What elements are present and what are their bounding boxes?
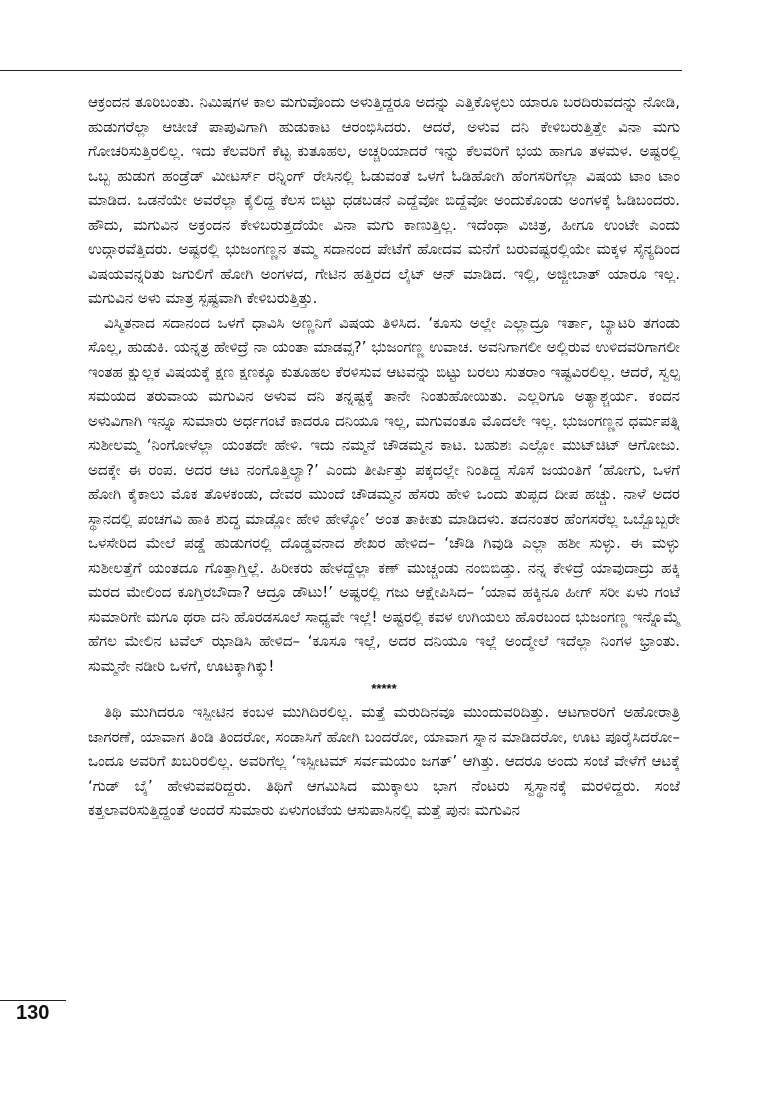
- paragraph-1: ಆಕ್ರಂದನ ತೂರಿಬಂತು. ನಿಮಿಷಗಳ ಕಾಲ ಮಗುವೊಂದು ಅಳುತ್ತಿದ್ದರೂ ಅದನ್ನು ಎತ್ತಿಕೊಳ್ಳಲು ಯಾರೂ ಬರದಿರುವದನ್ನು ನೋಡಿ, ಹುಡುಗರೆಲ್ಲಾ ಆಚೀಚೆ ಪಾಪುವಿಗಾಗಿ ಹುಡುಕಾಟ ಆರಂಭಿಸಿದರು. ಆದರೆ, ಅಳುವ ದನಿ ಕೇಳಿಬರುತ್ತಿತ್ತೇ ವಿನಾ ಮಗು ಗೋಚರಿಸುತ್ತಿರಲಿಲ್ಲ. ಇದು ಕೆಲವರಿಗೆ ಕೆಟ್ಟ ಕುತೂಹಲ, ಅಚ್ಚರಿಯಾದರೆ ಇನ್ನು ಕೆಲವರಿಗೆ ಭಯ ಹಾಗೂ ತಳಮಳ. ಅಷ್ಟರಲ್ಲಿ ಒಬ್ಬ ಹುಡುಗ ಹಂಡ್ರೆಡ್ ಮೀಟರ್ಸ್ ರನ್ನಿಂಗ್ ರೇಸಿನಲ್ಲಿ ಓಡುವಂತೆ ಒಳಗೆ ಓಡಿಹೋಗಿ ಹೆಂಗಸರಿಗೆಲ್ಲಾ ವಿಷಯ ಟಾಂ ಟಾಂ ಮಾಡಿದ. ಒಡನೆಯೇ ಅವರೆಲ್ಲಾ ಕೈಲಿದ್ದ ಕೆಲಸ ಬಿಟ್ಟು ಧಡಬಡನೆ ಎದ್ದೆವೋ ಬಿದ್ದೆವೋ ಅಂದುಕೊಂಡು ಅಂಗಳಕ್ಕೆ ಓಡಿಬಂದರು. ಹೌದು, ಮಗುವಿನ ಅಕ್ರಂದನ ಕೇಳಿಬರುತ್ತದೆಯೇ ವಿನಾ ಮಗು ಕಾಣುತ್ತಿಲ್ಲ. ಇದೆಂಥಾ ವಿಚಿತ್ರ, ಹೀಗೂ ಉಂಟೇ ಎಂದು ಉದ್ಗಾರವೆತ್ತಿದರು. ಅಷ್ಟರಲ್ಲಿ ಭುಜಂಗಣ್ಣನ ತಮ್ಮ ಸದಾನಂದ ಪೇಟೆಗೆ ಹೋದವ ಮನೆಗೆ ಬರುವಷ್ಟರಲ್ಲಿಯೇ ಮಕ್ಕಳ ಸೈನ್ಯದಿಂದ ವಿಷಯವನ್ನರಿತು ಜಗುಲಿಗೆ ಹೋಗಿ ಅಂಗಳದ, ಗೇಟಿನ ಹತ್ತಿರದ ಲೈಟ್ ಆನ್ ಮಾಡಿದ. ಇಲ್ಲಿ, ಅಜ್ಜೀಬಾತ್ ಯಾರೂ ಇಲ್ಲ. ಮಗುವಿನ ಅಳು ಮಾತ್ರ ಸ್ಪಷ್ಟವಾಗಿ ಕೇಳಿಬರುತ್ತಿತ್ತು.: [88, 93, 680, 307]
- page-body: [88, 90, 680, 823]
- section-separator: *****: [371, 681, 397, 696]
- footer-rule: [0, 1000, 66, 1001]
- page-number: 130: [16, 1002, 50, 1024]
- paragraph-2: ವಿಸ್ಮಿತನಾದ ಸದಾನಂದ ಒಳಗೆ ಧಾವಿಸಿ ಅಣ್ಣನಿಗೆ ವಿಷಯ ತಿಳಿಸಿದ. ‘ಕೂಸು ಅಲ್ಲೇ ಎಲ್ಲಾದ್ರೂ ಇರ್ತಾ, ಬ್ಯಾಟರಿ ತಗಂಡು ಸೊಲ್ಲ, ಹುಡುಕಿ. ಯನ್ನತ್ರ ಹೇಳಿದ್ರೆ ನಾ ಯಂತಾ ಮಾಡವ್ಸ?’ ಭುಜಂಗಣ್ಣ ಉವಾಚ. ಅವನಿಗಾಗಲೀ ಅಲ್ಲಿರುವ ಉಳಿದವರಿಗಾಗಲೀ ಇಂತಹ ಕ್ಷುಲ್ಲಕ ವಿಷಯಕ್ಕೆ ಕ್ಷಣ ಕ್ಷಣಕ್ಕೂ ಕುತೂಹಲ ಕೆರಳಿಸುವ ಆಟವನ್ನು ಬಿಟ್ಟು ಬರಲು ಸುತರಾಂ ಇಷ್ಟವಿರಲಿಲ್ಲ. ಆದರೆ, ಸ್ವಲ್ಪ ಸಮಯದ ತರುವಾಯ ಮಗುವಿನ ಅಳುವ ದನಿ ತನ್ನಷ್ಟಕ್ಕೆ ತಾನೇ ನಿಂತುಹೋಯಿತು. ಎಲ್ಲರಿಗೂ ಅತ್ಯಾಶ್ಚರ್ಯ. ಕಂದನ ಅಳುವಿಗಾಗಿ ಇನ್ನೂ ಸುಮಾರು ಅರ್ಧಗಂಟೆ ಕಾದರೂ ದನಿಯೂ ಇಲ್ಲ, ಮಗುವಂತೂ ಮೊದಲೇ ಇಲ್ಲ. ಭುಜಂಗಣ್ಣನ ಧರ್ಮಪತ್ನಿ ಸುಶೀಲಮ್ಮ ‘ನಿಂಗೋಳೆಲ್ಲಾ ಯಂತದೇ ಹೇಳಿ. ಇದು ನಮ್ಮನೆ ಚೌಡಮ್ಮನ ಕಾಟ. ಬಹುಶಃ ಎಲ್ಲೋ ಮುಟ್‌ಚಿಟ್ ಆಗೋಜು. ಅದಕ್ಕೇ ಈ ರಂಪ. ಅದರ ಆಟ ನಂಗೊತ್ತಿಲ್ಯಾ?’ ಎಂದು ತೀರ್ಪಿತ್ತು ಪಕ್ಕದಲ್ಲೇ ನಿಂತಿದ್ದ ಸೊಸೆ ಜಯಂತಿಗೆ ‘ಹೋಗು, ಒಳಗೆ ಹೋಗಿ ಕೈಕಾಲು ಮೊಕ ತೊಳಕಂಡು, ದೇವರ ಮುಂದೆ ಚೌಡಮ್ಮನ ಹೆಸರು ಹೇಳಿ ಒಂದು ತುಪ್ಪದ ದೀಪ ಹಚ್ಚು. ನಾಳೆ ಅದರ ಸ್ಥಾನದಲ್ಲಿ ಪಂಚಗವಿ ಹಾಕಿ ಶುದ್ಧ ಮಾಡ್ಲೋ ಹೇಳಿ ಹೇಳ್ಕೋ’ ಅಂತ ತಾಕೀತು ಮಾಡಿದಳು. ತದನಂತರ ಹೆಂಗಸರೆಲ್ಲ ಒಬ್ಬೊಬ್ಬರೇ ಒಳಸೇರಿದ ಮೇಲೆ ಪಡ್ಡೆ ಹುಡುಗರಲ್ಲಿ ದೊಡ್ಡವನಾದ ಶೇಖರ ಹೇಳಿದ– ‘ಚೌಡಿ ಗಿವುಡಿ ಎಲ್ಲಾ ಹಶೀ ಸುಳ್ಳು. ಈ ಮಳ್ಳು ಸುಶೀಲತ್ತೆಗೆ ಯಂತದೂ ಗೊತ್ತಾಗ್ತಿಲ್ಲೆ. ಹಿರೀಕರು ಹೇಳದ್ದೆಲ್ಲಾ ಕಣ್ ಮುಚ್ಚಂಡು ನಂಬಿಬಿಡ್ತು. ನನ್ನ ಕೇಳಿದ್ರೆ ಯಾವುದಾದ್ರು ಹಕ್ಕಿ ಮರದ ಮೇಲಿಂದ ಕೂಗ್ತಿರಬೌದಾ? ಆದ್ರೂ ಡೌಟು!’ ಅಷ್ಟರಲ್ಲಿ ಗಜು ಆಕ್ಷೇಪಿಸಿದ– ‘ಯಾವ ಹಕ್ಕಿನೂ ಹೀಗ್ ಸರೀ ಏಳು ಗಂಟೆ ಸುಮಾರಿಗೇ ಮಗೂ ಥರಾ ದನಿ ಹೊರಡಸೂಲೆ ಸಾಧ್ಯವೇ ಇಲ್ಲೆ! ಅಷ್ಟರಲ್ಲಿ ಕವಳ ಉಗಿಯಲು ಹೊರಬಂದ ಭುಜಂಗಣ್ಣ ಇನ್ನೊಮ್ಮೆ ಹೆಗಲ ಮೇಲಿನ ಟವೆಲ್ ಝಾಡಿಸಿ ಹೇಳಿದ– ‘ಕೂಸೂ ಇಲ್ಲೆ, ಅದರ ದನಿಯೂ ಇಲ್ಲೆ ಅಂದ್ಮೇಲೆ ಇದೆಲ್ಲಾ ನಿಂಗಳ ಭ್ರಾಂತು. ಸುಮ್ಮನೇ ನಡೀರಿ ಒಳಗೆ, ಊಟಕ್ಕಾಗಿಕ್ಕು!: [88, 313, 680, 675]
- paragraph-3: ತಿಥಿ ಮುಗಿದರೂ ಇಸ್ಪೀಟಿನ ಕಂಬಳ ಮುಗಿದಿರಲಿಲ್ಲ. ಮತ್ತೆ ಮರುದಿನವೂ ಮುಂದುವರಿದಿತ್ತು. ಆಟಗಾರರಿಗೆ ಅಹೋರಾತ್ರಿ ಜಾಗರಣೆ, ಯಾವಾಗ ತಿಂಡಿ ತಿಂದರೋ, ಸಂಡಾಸಿಗೆ ಹೋಗಿ ಬಂದರೋ, ಯಾವಾಗ ಸ್ನಾನ ಮಾಡಿದರೋ, ಊಟ ಪೂರೈಸಿದರೋ– ಒಂದೂ ಅವರಿಗೆ ಖಬರಿರಲಿಲ್ಲ. ಅವರಿಗೆಲ್ಲ ‘ಇಸ್ಪೀಟಮ್ ಸರ್ವಮಯಂ ಜಗತ್’ ಆಗಿತ್ತು. ಆದರೂ ಅಂದು ಸಂಜೆ ವೇಳೆಗೆ ಆಟಕ್ಕೆ ‘ಗುಡ್ ಬೈ’ ಹೇಳುವವರಿದ್ದರು. ತಿಥಿಗೆ ಆಗಮಿಸಿದ ಮುಕ್ಕಾಲು ಭಾಗ ನೆಂಟರು ಸ್ವಸ್ಥಾನಕ್ಕೆ ಮರಳಿದ್ದರು. ಸಂಜೆ ಕತ್ತಲಾವರಿಸುತ್ತಿದ್ದಂತೆ ಅಂದರೆ ಸುಮಾರು ಏಳುಗಂಟೆಯ ಆಸುಪಾಸಿನಲ್ಲಿ ಮತ್ತೆ ಪುನಃ ಮಗುವಿನ: [88, 703, 680, 819]
- top-rule: [0, 70, 682, 71]
